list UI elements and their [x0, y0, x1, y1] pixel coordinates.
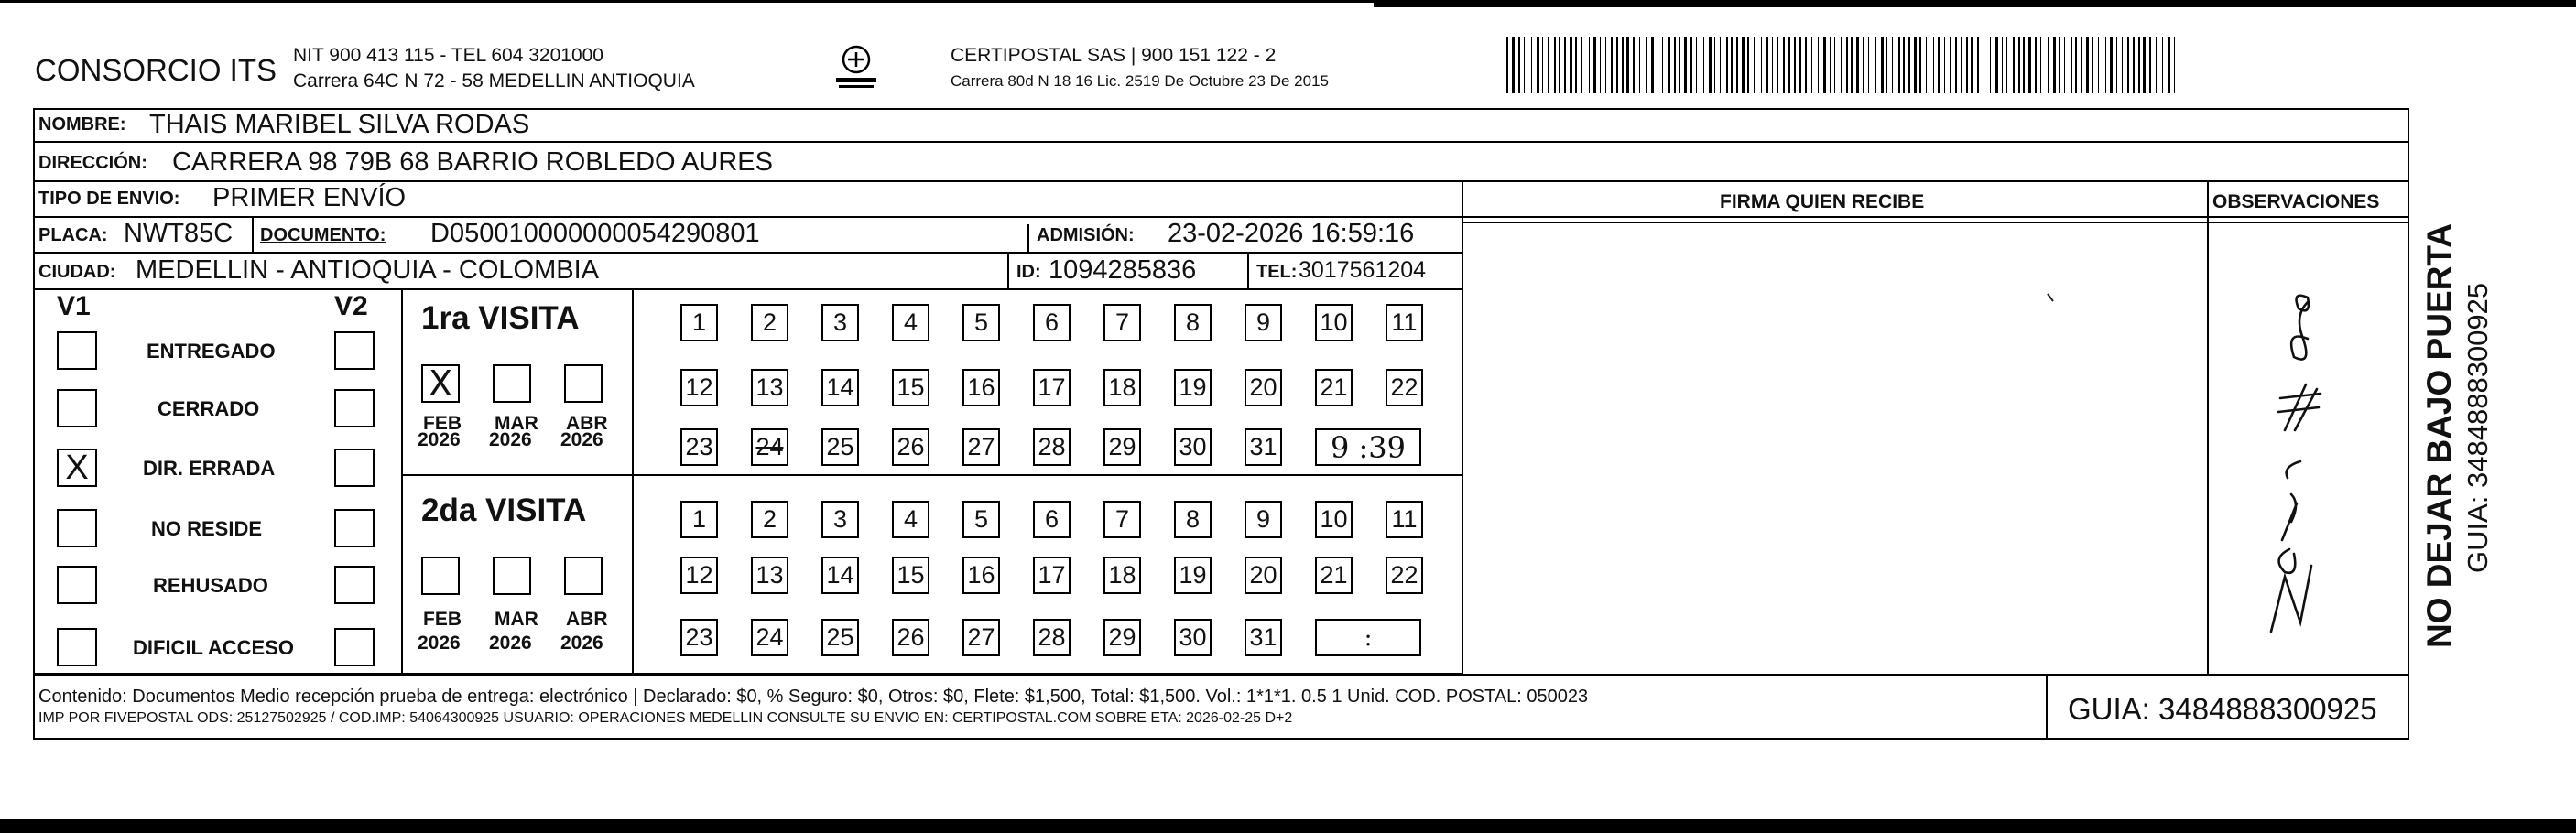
- month-label: MAR: [495, 609, 538, 630]
- month-year: 2026: [489, 633, 532, 654]
- day-box[interactable]: 24: [751, 619, 788, 656]
- day-box[interactable]: 28: [1033, 619, 1071, 656]
- day-box[interactable]: 14: [821, 369, 859, 406]
- day-box[interactable]: 5: [962, 501, 1000, 538]
- send-type: PRIMER ENVÍO: [212, 183, 407, 212]
- carrier-name: CERTIPOSTAL SAS | 900 151 122 - 2: [951, 45, 1277, 66]
- city-label: CIUDAD:: [38, 262, 116, 282]
- status-label: REHUSADO: [153, 574, 268, 597]
- month-label: FEB: [423, 609, 462, 630]
- day-box[interactable]: 4: [892, 501, 929, 538]
- month-checkbox[interactable]: [493, 557, 531, 595]
- admission-value: 23-02-2026 16:59:16: [1168, 219, 1415, 248]
- status-label: NO RESIDE: [151, 517, 263, 540]
- month-label: ABR: [566, 413, 608, 434]
- day-box[interactable]: 25: [821, 428, 859, 466]
- day-box[interactable]: 30: [1174, 619, 1212, 656]
- day-box[interactable]: 4: [892, 304, 929, 341]
- status-v1-checkbox[interactable]: [57, 331, 97, 370]
- status-v1-checkbox[interactable]: [57, 389, 97, 427]
- month-checkbox[interactable]: [421, 557, 460, 595]
- day-box[interactable]: 11: [1386, 501, 1423, 538]
- day-box[interactable]: 18: [1103, 557, 1141, 594]
- day-box[interactable]: 8: [1174, 501, 1212, 538]
- day-box[interactable]: 25: [821, 619, 859, 656]
- name-label: NOMBRE:: [38, 114, 126, 135]
- day-box[interactable]: 11: [1386, 304, 1423, 341]
- send-type-label: TIPO DE ENVIO:: [38, 189, 180, 209]
- day-box[interactable]: 30: [1174, 428, 1212, 466]
- status-v2-checkbox[interactable]: [334, 509, 375, 547]
- barcode: [1506, 37, 2184, 93]
- footer-guia: GUIA: 3484888300925: [2068, 692, 2377, 726]
- day-box[interactable]: 19: [1174, 557, 1212, 594]
- observations-handwriting: [2234, 275, 2344, 641]
- time-box[interactable]: :: [1315, 619, 1421, 656]
- observations-header: OBSERVACIONES: [2212, 191, 2380, 212]
- month-year: 2026: [418, 633, 461, 654]
- day-box[interactable]: 26: [892, 428, 929, 466]
- month-year: 2026: [418, 429, 461, 450]
- day-box[interactable]: 15: [892, 369, 929, 406]
- month-label: MAR: [495, 413, 538, 434]
- day-box[interactable]: 20: [1245, 369, 1282, 406]
- admission-label: ADMISIÓN:: [1037, 225, 1135, 245]
- day-box[interactable]: 20: [1245, 557, 1282, 594]
- day-box[interactable]: 22: [1386, 557, 1423, 594]
- visit2-title: 2da VISITA: [421, 492, 587, 528]
- day-box[interactable]: 10: [1315, 501, 1353, 538]
- company-name: CONSORCIO ITS: [35, 53, 277, 87]
- signature-header: FIRMA QUIEN RECIBE: [1720, 191, 1925, 212]
- month-checkbox[interactable]: [564, 364, 603, 403]
- status-label: DIR. ERRADA: [143, 457, 276, 480]
- document-value: D050010000000054290801: [430, 219, 760, 248]
- status-label: CERRADO: [158, 397, 260, 420]
- day-box[interactable]: 12: [680, 369, 718, 406]
- day-box[interactable]: 31: [1245, 428, 1282, 466]
- month-checkbox[interactable]: [564, 557, 603, 595]
- day-box[interactable]: 29: [1103, 619, 1141, 656]
- status-v1-checkbox[interactable]: [57, 509, 97, 547]
- tel-value: 3017561204: [1299, 257, 1427, 283]
- day-box[interactable]: 2: [751, 501, 788, 538]
- day-box[interactable]: 18: [1103, 369, 1141, 406]
- day-box[interactable]: 24: [751, 428, 788, 466]
- day-box[interactable]: 16: [962, 369, 1000, 406]
- footer-content: Contenido: Documentos Medio recepción prueba de entrega: electrónico | Declarado: $0, % Seguro: $0, Otros: $0, Flete: $1,500, Total: $1,500. Vol.: 1*1*1. 0.5 1 Unid. COD. POSTAL: 050023: [38, 687, 1589, 707]
- signature-mark: [2046, 291, 2055, 302]
- day-box[interactable]: 14: [821, 557, 859, 594]
- day-box[interactable]: 9: [1245, 501, 1282, 538]
- carrier-license: Carrera 80d N 18 16 Lic. 2519 De Octubre 23 De 2015: [951, 72, 1329, 90]
- day-box[interactable]: 3: [821, 304, 859, 341]
- id-label: ID:: [1016, 262, 1041, 282]
- day-box[interactable]: 10: [1315, 304, 1353, 341]
- month-year: 2026: [489, 429, 532, 450]
- tel-label: TEL:: [1256, 262, 1298, 282]
- day-box[interactable]: 9: [1245, 304, 1282, 341]
- recipient-address: CARRERA 98 79B 68 BARRIO ROBLEDO AURES: [172, 147, 773, 177]
- day-box[interactable]: 23: [680, 619, 718, 656]
- address-label: DIRECCIÓN:: [38, 153, 147, 173]
- day-box[interactable]: 2: [751, 304, 788, 341]
- day-box[interactable]: 13: [751, 557, 788, 594]
- status-v2-checkbox[interactable]: [334, 566, 375, 604]
- recipient-name: THAIS MARIBEL SILVA RODAS: [149, 110, 530, 139]
- status-v1-checkbox[interactable]: [57, 628, 97, 666]
- day-box[interactable]: 1: [680, 501, 718, 538]
- month-label: FEB: [423, 413, 462, 434]
- day-box[interactable]: 7: [1103, 501, 1141, 538]
- status-v2-checkbox[interactable]: [334, 331, 375, 370]
- day-box[interactable]: 5: [962, 304, 1000, 341]
- day-box[interactable]: 21: [1315, 369, 1353, 406]
- status-v2-checkbox[interactable]: [334, 389, 375, 427]
- status-label: ENTREGADO: [147, 340, 276, 362]
- status-v2-checkbox[interactable]: [334, 628, 375, 666]
- day-box[interactable]: 19: [1174, 369, 1212, 406]
- plate-label: PLACA:: [38, 225, 108, 245]
- scan-top-edge-right: [1374, 0, 2576, 7]
- day-box[interactable]: 3: [821, 501, 859, 538]
- time-box[interactable]: 9 :39: [1315, 428, 1421, 466]
- status-v1-checkbox[interactable]: X: [57, 449, 97, 487]
- company-address: Carrera 64C N 72 - 58 MEDELLIN ANTIOQUIA: [293, 70, 695, 92]
- v2-label: V2: [334, 291, 368, 321]
- month-year: 2026: [560, 429, 603, 450]
- scan-bottom-edge: [0, 819, 2576, 833]
- day-box[interactable]: 26: [892, 619, 929, 656]
- day-box[interactable]: 15: [892, 557, 929, 594]
- day-box[interactable]: 27: [962, 428, 1000, 466]
- status-label: DIFICIL ACCESO: [133, 636, 295, 659]
- day-box[interactable]: 29: [1103, 428, 1141, 466]
- day-box[interactable]: 27: [962, 619, 1000, 656]
- side-warning: NO DEJAR BAJO PUERTA: [2420, 223, 2458, 648]
- document-label: DOCUMENTO:: [260, 225, 386, 245]
- v1-label: V1: [57, 291, 91, 321]
- day-box[interactable]: 7: [1103, 304, 1141, 341]
- day-box[interactable]: 13: [751, 369, 788, 406]
- day-box[interactable]: 6: [1033, 501, 1071, 538]
- certipostal-logo: [833, 41, 879, 94]
- day-box[interactable]: 17: [1033, 557, 1071, 594]
- month-year: 2026: [560, 633, 603, 654]
- plate-value: NWT85C: [124, 219, 234, 248]
- day-box[interactable]: 16: [962, 557, 1000, 594]
- day-box[interactable]: 17: [1033, 369, 1071, 406]
- id-value: 1094285836: [1049, 255, 1197, 285]
- day-box[interactable]: 8: [1174, 304, 1212, 341]
- day-box[interactable]: 22: [1386, 369, 1423, 406]
- day-box[interactable]: 6: [1033, 304, 1071, 341]
- status-v2-checkbox[interactable]: [334, 449, 375, 487]
- day-box[interactable]: 21: [1315, 557, 1353, 594]
- footer-imp: IMP POR FIVEPOSTAL ODS: 25127502925 / COD.IMP: 54064300925 USUARIO: OPERACIONES MEDELLIN CONSULTE SU ENVIO EN: CERTIPOSTAL.COM SOBRE ETA: 2026-02-25 D+2: [38, 710, 1293, 726]
- side-guia: GUIA: 3484888300925: [2462, 282, 2494, 573]
- day-box[interactable]: 1: [680, 304, 718, 341]
- nit-line: NIT 900 413 115 - TEL 604 3201000: [293, 45, 603, 66]
- day-box[interactable]: 31: [1245, 619, 1282, 656]
- day-box[interactable]: 12: [680, 557, 718, 594]
- month-checkbox[interactable]: X: [421, 364, 460, 403]
- visit1-title: 1ra VISITA: [421, 300, 580, 336]
- city-value: MEDELLIN - ANTIOQUIA - COLOMBIA: [136, 255, 599, 285]
- status-v1-checkbox[interactable]: [57, 566, 97, 604]
- month-label: ABR: [566, 609, 608, 630]
- footer-frame: [33, 674, 2409, 740]
- month-checkbox[interactable]: [493, 364, 531, 403]
- day-box[interactable]: 28: [1033, 428, 1071, 466]
- day-box[interactable]: 23: [680, 428, 718, 466]
